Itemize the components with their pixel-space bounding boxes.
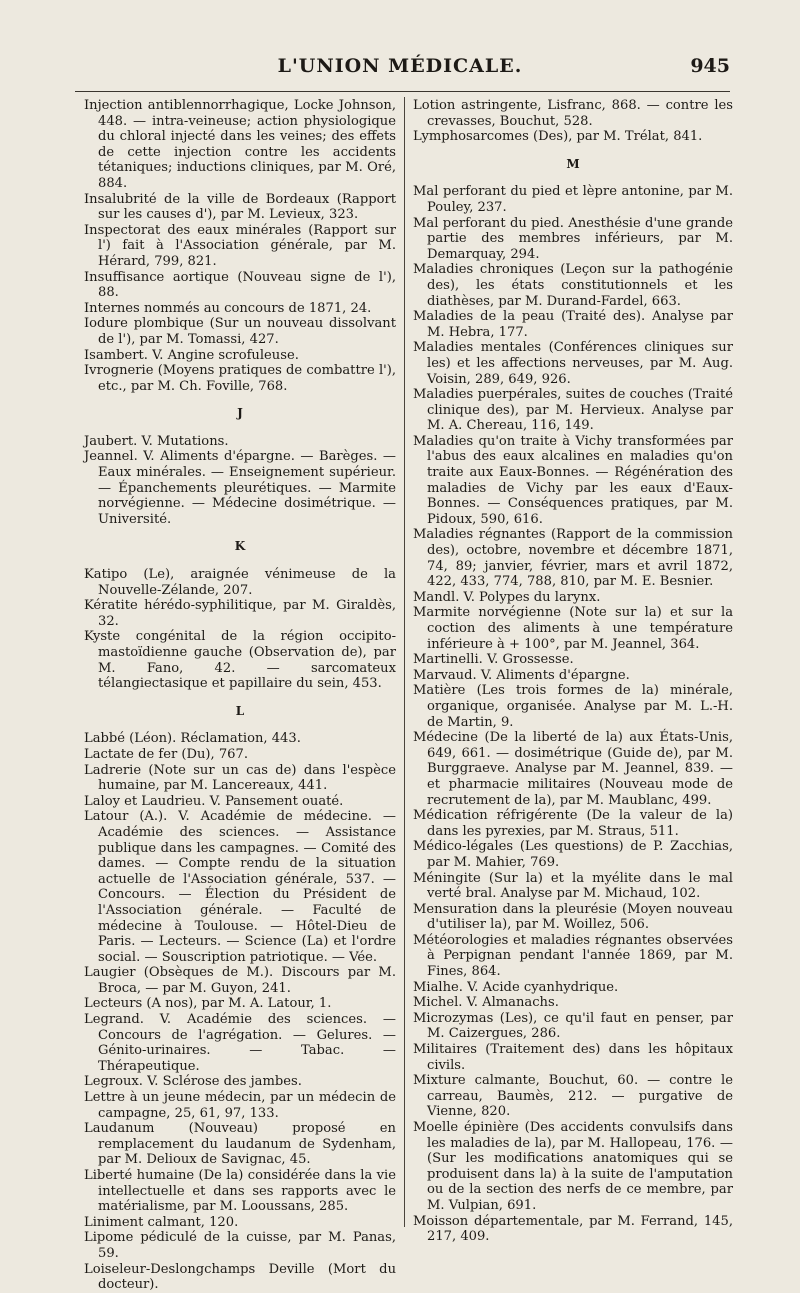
index-entry: Jeannel. V. Aliments d'épargne. — Barèges. — Eaux minérales. — Enseignement supérieur. — Épanchements pleurétiques. — Marmite norvégienne. — Médecine dosimétrique. — Université. [84,449,396,527]
index-entry: Liberté humaine (De la) considérée dans la vie intellectuelle et dans ses rapports avec le matérialisme, par M. Looussans, 285. [84,1168,396,1215]
index-entry: Isambert. V. Angine scrofuleuse. [84,347,299,363]
index-entry: Maladies puerpérales, suites de couches (Traité clinique des), par M. Hervieux. Analyse par M. A. Chereau, 116, 149. [413,387,733,434]
index-entry: Inspectorat des eaux minérales (Rapport sur l') fait à l'Association générale, par M. Hérard, 799, 821. [84,222,396,269]
index-entry: Mensuration dans la pleurésie (Moyen nouveau d'utiliser la), par M. Woillez, 506. [413,901,733,933]
index-entry: Moelle épinière (Des accidents convulsifs dans les maladies de la), par M. Hallopeau, 176. — (Sur les modifications anatomiques qui se produisent dans la) à la suite de l'amputation ou de la section des nerfs de ce membre, par M. Vulpian, 691. [413,1120,733,1213]
index-entry: Laugier (Obsèques de M.). Discours par M. Broca, — par M. Guyon, 241. [84,965,396,996]
index-entry: Loiseleur-Deslongchamps Deville (Mort du docteur). [84,1261,396,1293]
index-entry: Mal perforant du pied. Anesthésie d'une grande partie des membres inférieurs, par M. Demarquay, 294. [413,215,733,262]
index-entry: Médico-légales (Les questions) de P. Zacchias, par M. Mahier, 769. [413,839,733,870]
index-entry: Maladies qu'on traite à Vichy transformées par l'abus des eaux alcalines en maladies qu'on traite aux Eaux-Bonnes. — Régénération des maladies de Vichy par les eaux d'Eaux-Bonnes. — Conséquences pratiques, par M. Pidoux, 590, 616. [413,433,733,527]
index-entry: Mixture calmante, Bouchut, 60. — contre le carreau, Baumès, 212. — purgative de Vienne, 820. [413,1073,733,1120]
index-entry: Militaires (Traitement des) dans les hôpitaux civils. [413,1042,733,1073]
index-entry: Lymphosarcomes (Des), par M. Trélat, 841. [413,129,703,145]
index-entry: Météorologies et maladies régnantes observées à Perpignan pendant l'année 1869, par M. Fines, 864. [413,932,733,980]
section-letter: J [237,406,243,421]
index-entry: Legroux. V. Sclérose des jambes. [84,1074,302,1090]
index-entry: Maladies mentales (Conférences cliniques sur les) et les affections nerveuses, par M. Aug. Voisin, 289, 649, 926. [413,340,733,387]
index-entry: Moisson départementale, par M. Ferrand, 145, 217, 409. [413,1213,733,1245]
index-entry: Internes nommés au concours de 1871, 24. [84,300,372,316]
index-entry: Lotion astringente, Lisfranc, 868. — contre les crevasses, Bouchut, 528. [413,98,733,129]
index-entry: Microzymas (Les), ce qu'il faut en penser, par M. Caizergues, 286. [413,1010,733,1042]
index-entry: Médecine (De la liberté de la) aux États-Unis, 649, 661. — dosimétrique (Guide de), par M. Burggraeve. Analyse par M. Jeannel, 839. — et pharmacie militaires (Nouveau mode de recrutement de la), par M. Maublanc, 499. [413,730,733,808]
index-entry: Michel. V. Almanachs. [413,995,559,1011]
index-entry: Méningite (Sur la) et la myélite dans le mal verté bral. Analyse par M. Michaud, 102. [413,870,733,902]
index-entry: Kyste congénital de la région occipito-mastoïdienne gauche (Observation de), par M. Fano, 42. — sarcomateux télangiectasique et papillaire du sein, 453. [84,629,396,692]
index-entry: Injection antiblennorrhagique, Locke Johnson, 448. — intra-veineuse; action physiologique du chloral injecté dans les veines; des effets de cette injection contre les accidents tétaniques; inductions cliniques, par M. Oré, 884. [84,98,396,191]
index-entry: Mandl. V. Polypes du larynx. [413,589,601,605]
page-header [70,55,730,85]
page-number: 945 [690,55,730,77]
index-entry: Marvaud. V. Aliments d'épargne. [413,667,630,683]
index-entry: Katipo (Le), araignée vénimeuse de la Nouvelle-Zélande, 207. [84,567,396,598]
index-entry: Legrand. V. Académie des sciences. — Concours de l'agrégation. — Gelures. — Génito-urinaires. — Tabac. — Thérapeutique. [84,1012,396,1074]
index-entry: Maladies chroniques (Leçon sur la pathogénie des), les états constitutionnels et les diathèses, par M. Durand-Fardel, 663. [413,262,733,309]
index-entry: Labbé (Léon). Réclamation, 443. [84,731,301,747]
section-letter: L [235,703,245,718]
right-column [413,98,733,1245]
index-entry: Maladies régnantes (Rapport de la commission des), octobre, novembre et décembre 1871, 74, 89; janvier, février, mars et avril 1872, 422, 433, 774, 788, 810, par M. E. Besnier. [413,527,733,590]
index-entry: Ivrognerie (Moyens pratiques de combattre l'), etc., par M. Ch. Foville, 768. [84,363,396,394]
section-letter: K [234,539,246,554]
index-entry: Maladies de la peau (Traité des). Analyse par M. Hebra, 177. [413,309,733,340]
index-entry: Médication réfrigérente (De la valeur de la) dans les pyrexies, par M. Straus, 511. [413,808,733,839]
index-entry: Lipome pédiculé de la cuisse, par M. Panas, 59. [84,1230,396,1261]
index-entry: Mialhe. V. Acide cyanhydrique. [413,979,619,995]
index-entry: Iodure plombique (Sur un nouveau dissolvant de l'), par M. Tomassi, 427. [84,316,396,347]
index-entry: Martinelli. V. Grossesse. [413,652,574,668]
index-entry: Insuffisance aortique (Nouveau signe de l'), 88. [84,269,396,301]
index-entry: Lactate de fer (Du), 767. [84,746,249,762]
index-entry: Latour (A.). V. Académie de médecine. — Académie des sciences. — Assistance publique dans les campagnes. — Comité des dames. — Compte rendu de la situation actuelle de l'Association générale, 537. — Concours. — Élection du Président de l'Association générale. — Faculté de médecine à Toulouse. — Hôtel-Dieu de Paris. — Lecteurs. — Science (La) et l'ordre social. — Souscription patriotique. — Vée. [84,809,396,965]
section-letter: M [566,156,580,171]
index-entry: Ladrerie (Note sur un cas de) dans l'espèce humaine, par M. Lancereaux, 441. [84,762,396,794]
index-entry: Mal perforant du pied et lèpre antonine, par M. Pouley, 237. [413,184,733,215]
index-entry: Insalubrité de la ville de Bordeaux (Rapport sur les causes d'), par M. Levieux, 323. [84,191,396,223]
index-entry: Jaubert. V. Mutations. [84,433,229,449]
index-entry: Lecteurs (A nos), par M. A. Latour, 1. [84,996,332,1012]
column-separator [404,97,405,1227]
index-entry: Marmite norvégienne (Note sur la) et sur la coction des aliments à une température inférieure à + 100°, par M. Jeannel, 364. [413,605,733,652]
index-entry: Lettre à un jeune médecin, par un médecin de campagne, 25, 61, 97, 133. [84,1090,396,1121]
index-entry: Matière (Les trois formes de la) minérale, organique, organisée. Analyse par M. L.-H. de Martin, 9. [413,683,733,730]
index-entry: Laudanum (Nouveau) proposé en remplacement du laudanum de Sydenham, par M. Delioux de Savignac, 45. [84,1121,396,1168]
left-column [84,98,396,1293]
index-entry: Kératite hérédo-syphilitique, par M. Giraldès, 32. [84,598,396,629]
index-entry: Laloy et Laudrieu. V. Pansement ouaté. [84,793,344,809]
header-rule [75,91,730,92]
index-entry: Liniment calmant, 120. [84,1214,239,1230]
running-title: L'UNION MÉDICALE. [277,55,523,77]
